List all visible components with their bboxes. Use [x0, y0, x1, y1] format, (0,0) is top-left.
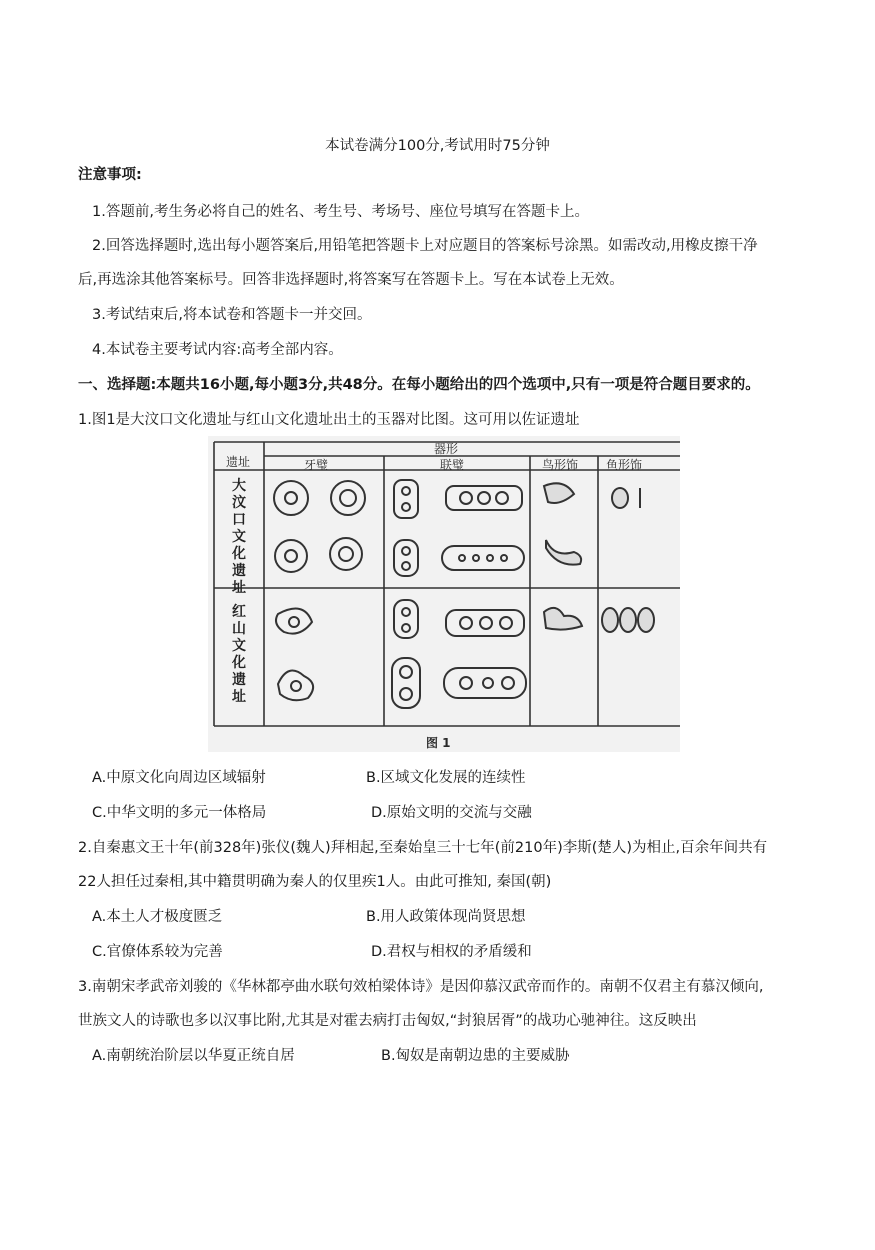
q1-option-a: A.中原文化向周边区域辐射 — [92, 770, 266, 786]
figure-header-top: 器形 — [434, 442, 459, 456]
question-3-stem-1: 3.南朝宋孝武帝刘骏的《华林都亭曲水联句效柏梁体诗》是因仰慕汉武帝而作的。南朝不仅君主有慕汉倾向, — [78, 979, 764, 995]
figure-row-dawenkou: 大汶口文化遗址 — [232, 478, 246, 596]
q2-option-a: A.本土人才极度匮乏 — [92, 909, 223, 925]
question-2-stem-2: 22人担任过秦相,其中籍贯明确为秦人的仅里疾1人。由此可推知, 秦国(朝) — [78, 874, 552, 890]
notice-title: 注意事项: — [78, 167, 142, 183]
question-3-stem-2: 世族文人的诗歌也多以汉事比附,尤其是对霍去病打击匈奴,“封狼居胥”的战功心驰神往。这反映出 — [78, 1013, 697, 1029]
lianbi-hongshan — [392, 600, 526, 708]
figure-col-yabi: 牙璧 — [304, 458, 329, 472]
lianbi-dawenkou — [394, 480, 524, 576]
figure-col-bird: 鸟形饰 — [542, 458, 579, 472]
section-title: 一、选择题:本题共16小题,每小题3分,共48分。在每小题给出的四个选项中,只有一项是符合题目要求的。 — [78, 377, 760, 393]
bird-fish-dawenkou — [544, 483, 640, 564]
q1-option-b: B.区域文化发展的连续性 — [366, 770, 526, 786]
q3-option-b: B.匈奴是南朝边患的主要威胁 — [381, 1048, 570, 1064]
notice-item-2: 2.回答选择题时,选出每小题答案后,用铅笔把答题卡上对应题目的答案标号涂黑。如需改动,用橡皮擦干净 — [92, 238, 758, 254]
q2-option-b: B.用人政策体现尚贤思想 — [366, 909, 526, 925]
notice-item-2-cont: 后,再选涂其他答案标号。回答非选择题时,将答案写在答题卡上。写在本试卷上无效。 — [78, 272, 624, 288]
q2-option-d: D.君权与相权的矛盾缓和 — [371, 944, 532, 960]
q2-option-c: C.官僚体系较为完善 — [92, 944, 223, 960]
figure-row-hongshan: 红山文化遗址 — [232, 604, 246, 705]
figure-col-lianbi: 联璧 — [440, 458, 465, 472]
exam-info: 本试卷满分100分,考试用时75分钟 — [325, 138, 550, 154]
notice-item-3: 3.考试结束后,将本试卷和答题卡一并交回。 — [92, 307, 372, 323]
yabi-dawenkou — [274, 481, 365, 572]
figure-col-site: 遗址 — [226, 455, 251, 469]
figure-table-svg — [208, 436, 680, 752]
figure-col-fish: 鱼形饰 — [606, 458, 643, 472]
q1-option-c: C.中华文明的多元一体格局 — [92, 805, 267, 821]
bird-fish-hongshan — [544, 608, 654, 632]
question-1-stem: 1.图1是大汶口文化遗址与红山文化遗址出土的玉器对比图。这可用以佐证遗址 — [78, 412, 580, 428]
yabi-hongshan — [276, 609, 313, 701]
q3-option-a: A.南朝统治阶层以华夏正统自居 — [92, 1048, 295, 1064]
q1-option-d: D.原始文明的交流与交融 — [371, 805, 532, 821]
figure-jade-comparison — [208, 436, 680, 752]
notice-item-4: 4.本试卷主要考试内容:高考全部内容。 — [92, 342, 343, 358]
question-2-stem-1: 2.自秦惠文王十年(前328年)张仪(魏人)拜相起,至秦始皇三十七年(前210年)李斯(楚人)为相止,百余年间共有 — [78, 840, 768, 856]
figure-caption: 图 1 — [426, 736, 451, 750]
notice-item-1: 1.答题前,考生务必将自己的姓名、考生号、考场号、座位号填写在答题卡上。 — [92, 204, 589, 220]
